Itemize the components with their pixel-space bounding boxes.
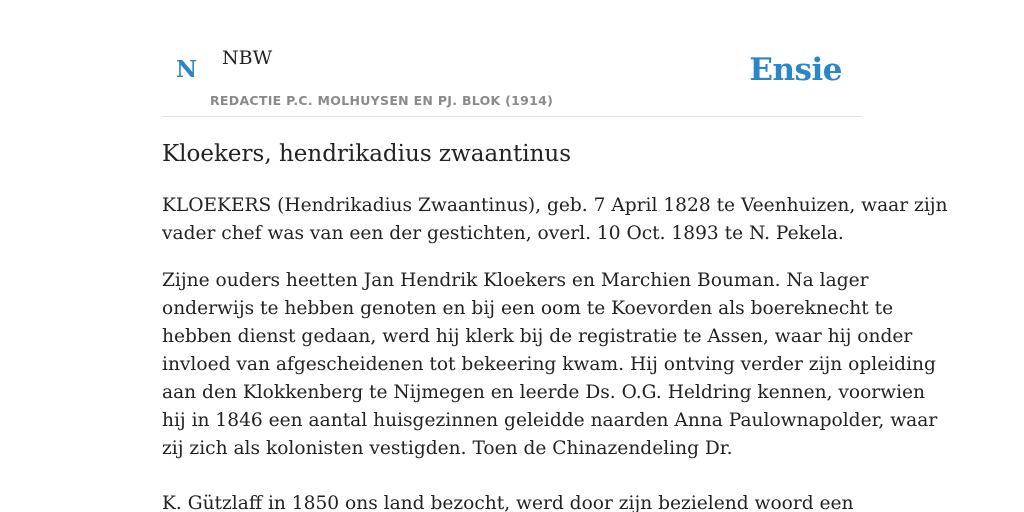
paragraph-2 [162, 267, 938, 463]
paragraph-line: aan den Klokkenberg te Nijmegen en leerde Ds. O.G. Heldring kennen, voorwien [162, 382, 926, 403]
paragraph-line: hij in 1846 een aantal huisgezinnen geleidde naarden Anna Paulownapolder, waar [162, 410, 938, 431]
collection-logo-n[interactable]: N [176, 56, 198, 83]
page-title: Kloekers, hendrikadius zwaantinus [162, 141, 572, 167]
paragraph-3 [162, 490, 862, 512]
page [162, 0, 948, 512]
paragraph-1 [162, 192, 948, 248]
paragraph-line: K. Gützlaff in 1850 ons land bezocht, werd door zijn bezielend woord een [162, 493, 854, 512]
paragraph-line: Zijne ouders heetten Jan Hendrik Kloekers en Marchien Bouman. Na lager [162, 270, 869, 291]
collection-title[interactable]: NBW [222, 47, 273, 69]
paragraph-line: invloed van afgescheidenen tot bekeering kwam. Hij ontving verder zijn opleiding [162, 354, 936, 375]
paragraph-line: hebben dienst gedaan, werd hij klerk bij de registratie te Assen, waar hij onder [162, 326, 913, 347]
ensie-logo[interactable]: Ensie [749, 52, 842, 88]
paragraph-line: onderwijs te hebben genoten en bij een oom te Koevorden als boereknecht te [162, 298, 894, 319]
header [162, 0, 862, 117]
paragraph-line: vader chef was van een der gestichten, overl. 10 Oct. 1893 te N. Pekela. [162, 223, 844, 244]
paragraph-line: zij zich als kolonisten vestigden. Toen de Chinazendeling Dr. [162, 438, 733, 459]
paragraph-line: KLOEKERS (Hendrikadius Zwaantinus), geb. 7 April 1828 te Veenhuizen, waar zijn [162, 195, 948, 216]
editors-subtitle: REDACTIE P.C. MOLHUYSEN EN PJ. BLOK (1914) [210, 93, 554, 108]
